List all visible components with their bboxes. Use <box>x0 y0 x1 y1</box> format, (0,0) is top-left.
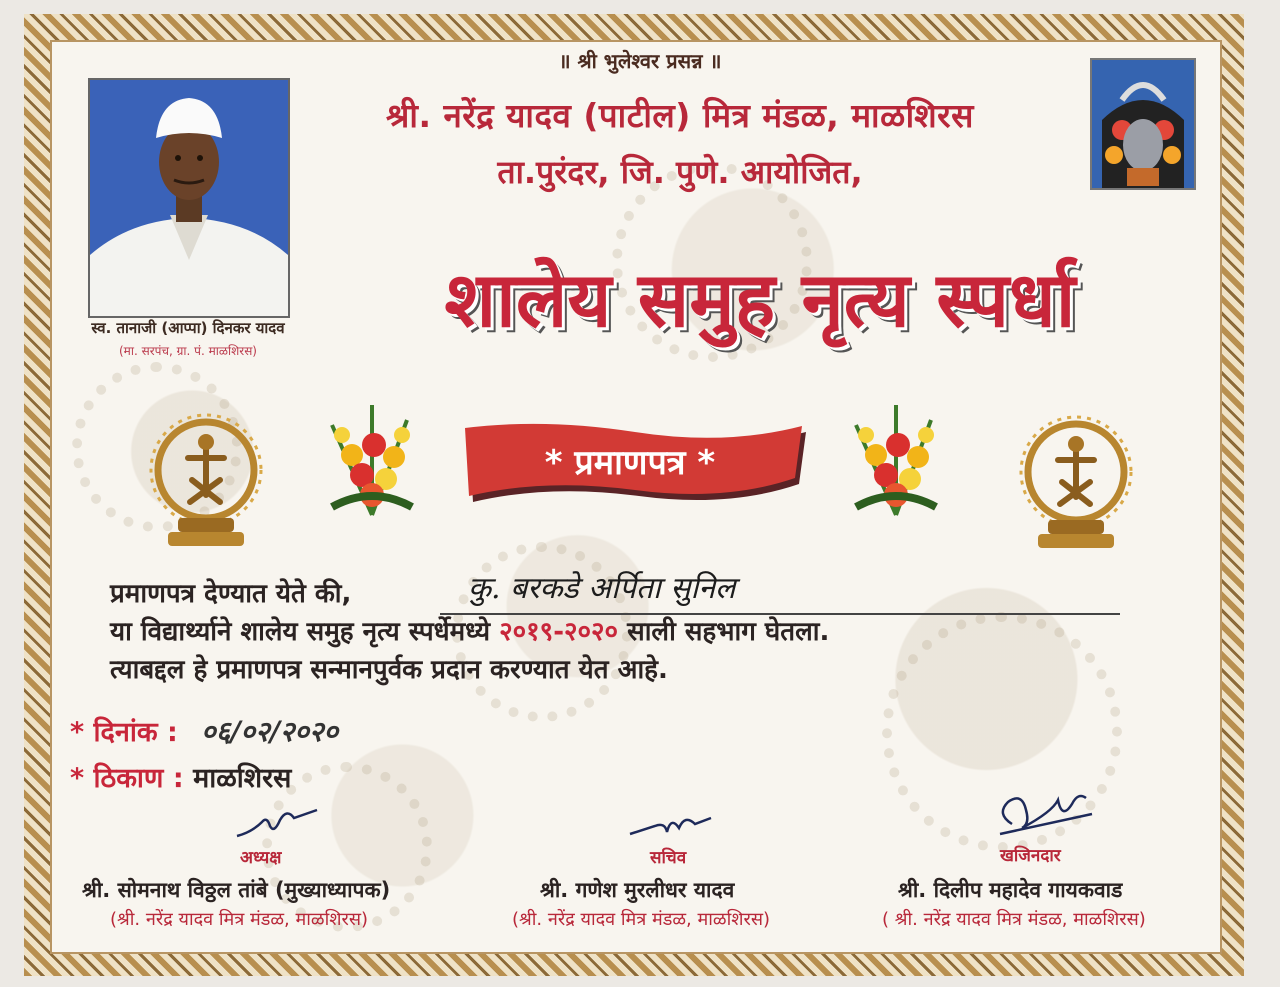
signatory-org-president: (श्री. नरेंद्र यादव मित्र मंडळ, माळशिरस) <box>110 909 369 930</box>
treasurer-signature-icon <box>992 774 1096 848</box>
flower-bouquet-right-icon <box>836 395 956 520</box>
nataraja-statue-left-icon <box>140 410 272 552</box>
competition-year: २०१९-२०२० <box>499 617 619 647</box>
venue-value: माळशिरस <box>193 763 292 794</box>
signatory-org-secretary: (श्री. नरेंद्र यादव मित्र मंडळ, माळशिरस) <box>512 909 771 930</box>
certificate-title: शालेय समुह नृत्य स्पर्धा <box>444 255 1076 344</box>
portrait-image <box>90 80 288 316</box>
date-value: ०६/०२/२०२० <box>201 715 339 748</box>
organizer-location: ता.पुरंदर, जि. पुणे. आयोजित, <box>497 153 863 191</box>
signatory-role-treasurer: खजिनदार <box>1000 846 1061 866</box>
signatory-role-president: अध्यक्ष <box>240 848 282 868</box>
signatory-name-president: श्री. सोमनाथ विठ्ठल तांबे (मुख्याध्यापक) <box>82 878 391 902</box>
participation-prefix: या विद्यार्थ्याने शालेय समुह नृत्य स्पर्धेमध्ये <box>110 617 491 647</box>
flower-bouquet-left-icon <box>312 395 432 520</box>
honor-line: त्याबद्दल हे प्रमाणपत्र सन्मानपुर्वक प्रदान करण्यात येत आहे. <box>110 655 668 685</box>
participation-line <box>110 612 829 648</box>
signatory-org-treasurer: ( श्री. नरेंद्र यादव मित्र मंडळ, माळशिरस) <box>882 909 1146 930</box>
organization-name: श्री. नरेंद्र यादव (पाटील) मित्र मंडळ, माळशिरस <box>386 96 974 135</box>
nataraja-statue-right-icon <box>1010 412 1142 554</box>
recipient-name: कु. बरकडे अर्पिता सुनिल <box>468 571 736 606</box>
portrait-caption: स्व. तानाजी (आप्पा) दिनकर यादव <box>91 319 285 337</box>
venue-label: * ठिकाण : <box>70 763 184 794</box>
signatory-name-secretary: श्री. गणेश मुरलीधर यादव <box>540 878 735 902</box>
participation-suffix: साली सहभाग घेतला. <box>627 617 830 647</box>
signatory-name-treasurer: श्री. दिलीप महादेव गायकवाड <box>898 878 1123 902</box>
secretary-signature-icon <box>625 806 715 846</box>
venue-row <box>70 758 291 795</box>
date-label: * दिनांक : <box>70 717 178 748</box>
ribbon-label: * प्रमाणपत्र * <box>544 443 716 483</box>
certificate-statement-prefix: प्रमाणपत्र देण्यात येते की, <box>110 579 352 609</box>
signatory-role-secretary: सचिव <box>650 848 687 868</box>
blessing-line: ॥ श्री भुलेश्वर प्रसन्न ॥ <box>558 49 722 73</box>
deity-image <box>1090 58 1196 190</box>
president-signature-icon <box>232 804 322 844</box>
portrait-photo <box>88 78 290 318</box>
date-row <box>70 712 338 750</box>
portrait-subcaption: (मा. सरपंच, ग्रा. पं. माळशिरस) <box>118 344 257 358</box>
